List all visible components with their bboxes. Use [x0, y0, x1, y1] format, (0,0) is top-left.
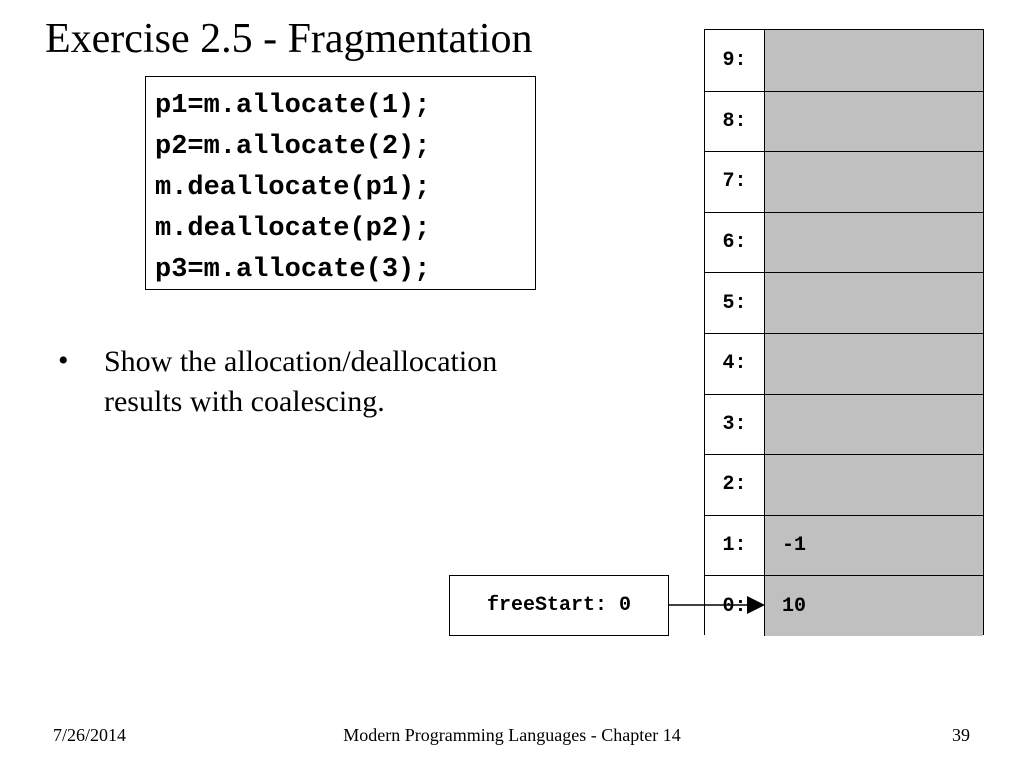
freestart-label: freeStart: 0 [486, 594, 632, 617]
memory-address: 7: [705, 152, 765, 212]
memory-address: 9: [705, 30, 765, 91]
memory-cell: -1 [765, 516, 983, 576]
memory-row [705, 91, 983, 152]
memory-row [705, 454, 983, 515]
bullet-marker: • [58, 344, 69, 377]
memory-address: 0: [705, 576, 765, 636]
memory-cell [765, 334, 983, 394]
memory-cell [765, 455, 983, 515]
memory-address: 5: [705, 273, 765, 333]
code-line: m.deallocate(p2); [155, 214, 431, 244]
memory-address: 1: [705, 516, 765, 576]
memory-address: 6: [705, 213, 765, 273]
memory-address: 2: [705, 455, 765, 515]
footer-date: 7/26/2014 [53, 725, 127, 745]
code-block [145, 76, 536, 290]
memory-address: 4: [705, 334, 765, 394]
memory-cell [765, 30, 983, 91]
memory-cell: 10 [765, 576, 983, 636]
memory-row [705, 272, 983, 333]
pointer-arrow-icon [669, 594, 769, 618]
memory-row [705, 333, 983, 394]
code-line: p3=m.allocate(3); [155, 255, 431, 285]
memory-row [705, 515, 983, 576]
slide-title: Exercise 2.5 - Fragmentation [45, 16, 533, 62]
code-line: p1=m.allocate(1); [155, 91, 431, 121]
code-line: p2=m.allocate(2); [155, 132, 431, 162]
memory-row [705, 30, 983, 91]
bullet-text: Show the allocation/deallocation results with coalescing. [104, 345, 498, 418]
memory-address: 8: [705, 92, 765, 152]
memory-row [705, 394, 983, 455]
memory-address: 3: [705, 395, 765, 455]
memory-diagram [704, 29, 984, 635]
memory-row [705, 212, 983, 273]
memory-cell [765, 213, 983, 273]
code-line: m.deallocate(p1); [155, 173, 431, 203]
memory-cell [765, 273, 983, 333]
freestart-pointer-box [449, 575, 669, 636]
memory-cell [765, 92, 983, 152]
footer-title: Modern Programming Languages - Chapter 14 [343, 725, 681, 745]
page-number: 39 [952, 725, 970, 745]
memory-row [705, 151, 983, 212]
memory-cell [765, 152, 983, 212]
memory-cell [765, 395, 983, 455]
